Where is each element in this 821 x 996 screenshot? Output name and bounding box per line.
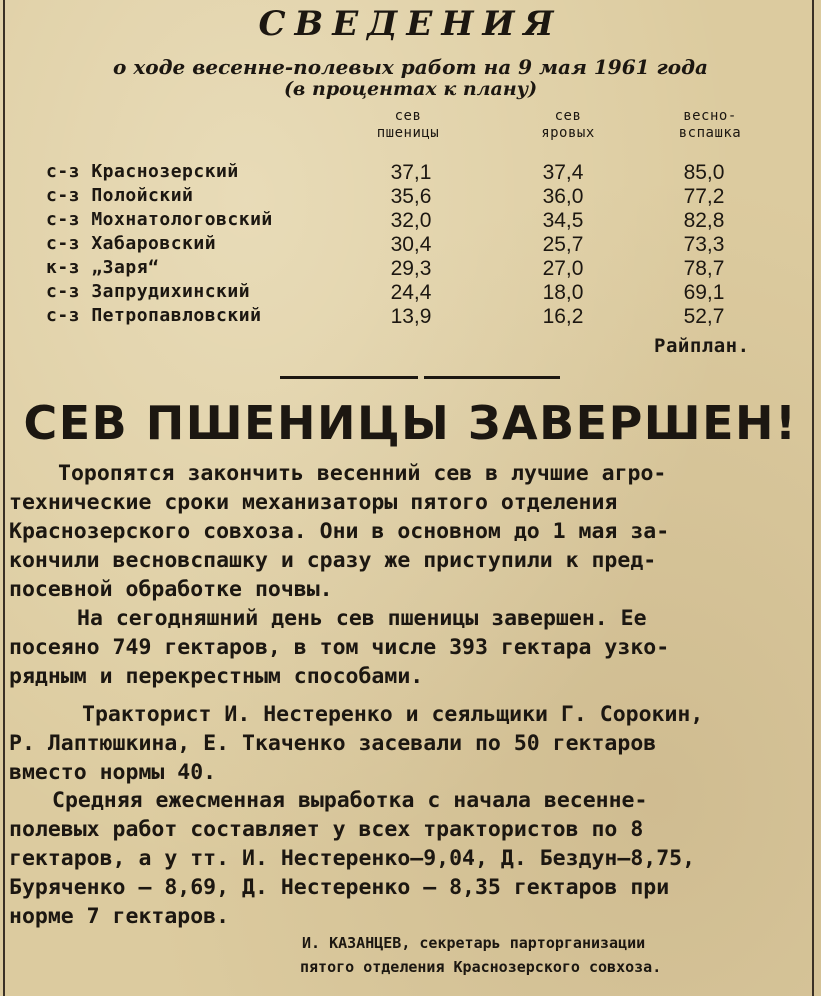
- article-headline: СЕВ ПШЕНИЦЫ ЗАВЕРШЕН!: [23, 396, 798, 450]
- wheat-value: 29,3: [390, 257, 432, 280]
- plough-value: 73,3: [683, 233, 725, 256]
- plough-value: 52,7: [683, 305, 725, 328]
- plough-value: 85,0: [683, 161, 725, 184]
- text-line: норме 7 гектаров.: [9, 904, 230, 929]
- text-line: Средняя ежесменная выработка с начала весенне-: [52, 788, 648, 813]
- text-line: посеяно 749 гектаров, в том числе 393 гектара узко-: [9, 635, 670, 660]
- farm-name: с-з Полойский: [46, 185, 194, 206]
- spring-value: 16,2: [542, 305, 584, 328]
- spring-value: 18,0: [542, 281, 584, 304]
- column-header-wheat: сев пшеницы: [376, 108, 440, 141]
- wheat-value: 24,4: [390, 281, 432, 304]
- column-rule-right: [812, 0, 814, 996]
- table-row: [0, 185, 821, 209]
- report-unit-note: (в процентах к плану): [283, 78, 538, 100]
- article-paragraph-1: [9, 459, 804, 604]
- text-line: На сегодняшний день сев пшеницы завершен. Ее: [77, 606, 647, 631]
- text-line: Буряченко — 8,69, Д. Нестеренко — 8,35 гектаров при: [9, 875, 670, 900]
- farm-name: с-з Хабаровский: [46, 233, 217, 254]
- text-line: Краснозерского совхоза. Они в основном до 1 мая за-: [9, 519, 670, 544]
- wheat-value: 32,0: [390, 209, 432, 232]
- text-line: полевых работ составляет у всех трактористов по 8: [9, 817, 644, 842]
- separator-rule-right: [424, 376, 560, 379]
- table-row: [0, 305, 821, 329]
- farm-name: с-з Петропавловский: [46, 305, 262, 326]
- farm-name: с-з Мохнатологовский: [46, 209, 273, 230]
- report-subtitle: о ходе весенне-полевых работ на 9 мая 1961 года: [113, 55, 708, 79]
- farm-name: с-з Запрудихинский: [46, 281, 251, 302]
- plough-value: 77,2: [683, 185, 725, 208]
- author-line: И. КАЗАНЦЕВ, секретарь парторганизации: [302, 934, 646, 952]
- article-author: [302, 931, 661, 979]
- column-header-spring: сев яровых: [541, 108, 595, 141]
- spring-value: 25,7: [542, 233, 584, 256]
- spring-value: 27,0: [542, 257, 584, 280]
- wheat-value: 35,6: [390, 185, 432, 208]
- table-row: [0, 257, 821, 281]
- wheat-value: 37,1: [390, 161, 432, 184]
- column-header-plough: весно- вспашка: [678, 108, 742, 141]
- farm-name: с-з Краснозерский: [46, 161, 239, 182]
- article-paragraph-2: [9, 604, 804, 691]
- table-row: [0, 281, 821, 305]
- author-line: пятого отделения Краснозерского совхоза.: [300, 958, 662, 976]
- spring-value: 37,4: [542, 161, 584, 184]
- table-row: [0, 233, 821, 257]
- plough-value: 69,1: [683, 281, 725, 304]
- farm-name: к-з „Заря“: [46, 257, 160, 278]
- text-line: кончили весновспашку и сразу же приступили к пред-: [9, 548, 657, 573]
- text-line: Р. Лаптюшкина, Е. Ткаченко засевали по 50 гектаров: [9, 731, 657, 756]
- plough-value: 82,8: [683, 209, 725, 232]
- plough-value: 78,7: [683, 257, 725, 280]
- table-row: [0, 161, 821, 185]
- text-line: технические сроки механизаторы пятого отделения: [9, 490, 618, 515]
- text-line: посевной обработке почвы.: [9, 577, 333, 602]
- article-paragraph-4: [9, 786, 804, 931]
- report-title: СВЕДЕНИЯ: [258, 4, 563, 44]
- wheat-value: 30,4: [390, 233, 432, 256]
- text-line: рядным и перекрестным способами.: [9, 664, 424, 689]
- article-paragraph-3: [9, 700, 804, 787]
- wheat-value: 13,9: [390, 305, 432, 328]
- table-row: [0, 209, 821, 233]
- spring-value: 34,5: [542, 209, 584, 232]
- column-rule-left: [3, 0, 5, 996]
- text-line: гектаров, а у тт. И. Нестеренко—9,04, Д. Бездун—8,75,: [9, 846, 696, 871]
- text-line: Тракторист И. Нестеренко и сеяльщики Г. Сорокин,: [82, 702, 704, 727]
- report-source: Райплан.: [654, 335, 750, 357]
- text-line: вместо нормы 40.: [9, 760, 217, 785]
- spring-value: 36,0: [542, 185, 584, 208]
- text-line: Торопятся закончить весенний сев в лучшие агро-: [58, 461, 667, 486]
- separator-rule-left: [280, 376, 418, 379]
